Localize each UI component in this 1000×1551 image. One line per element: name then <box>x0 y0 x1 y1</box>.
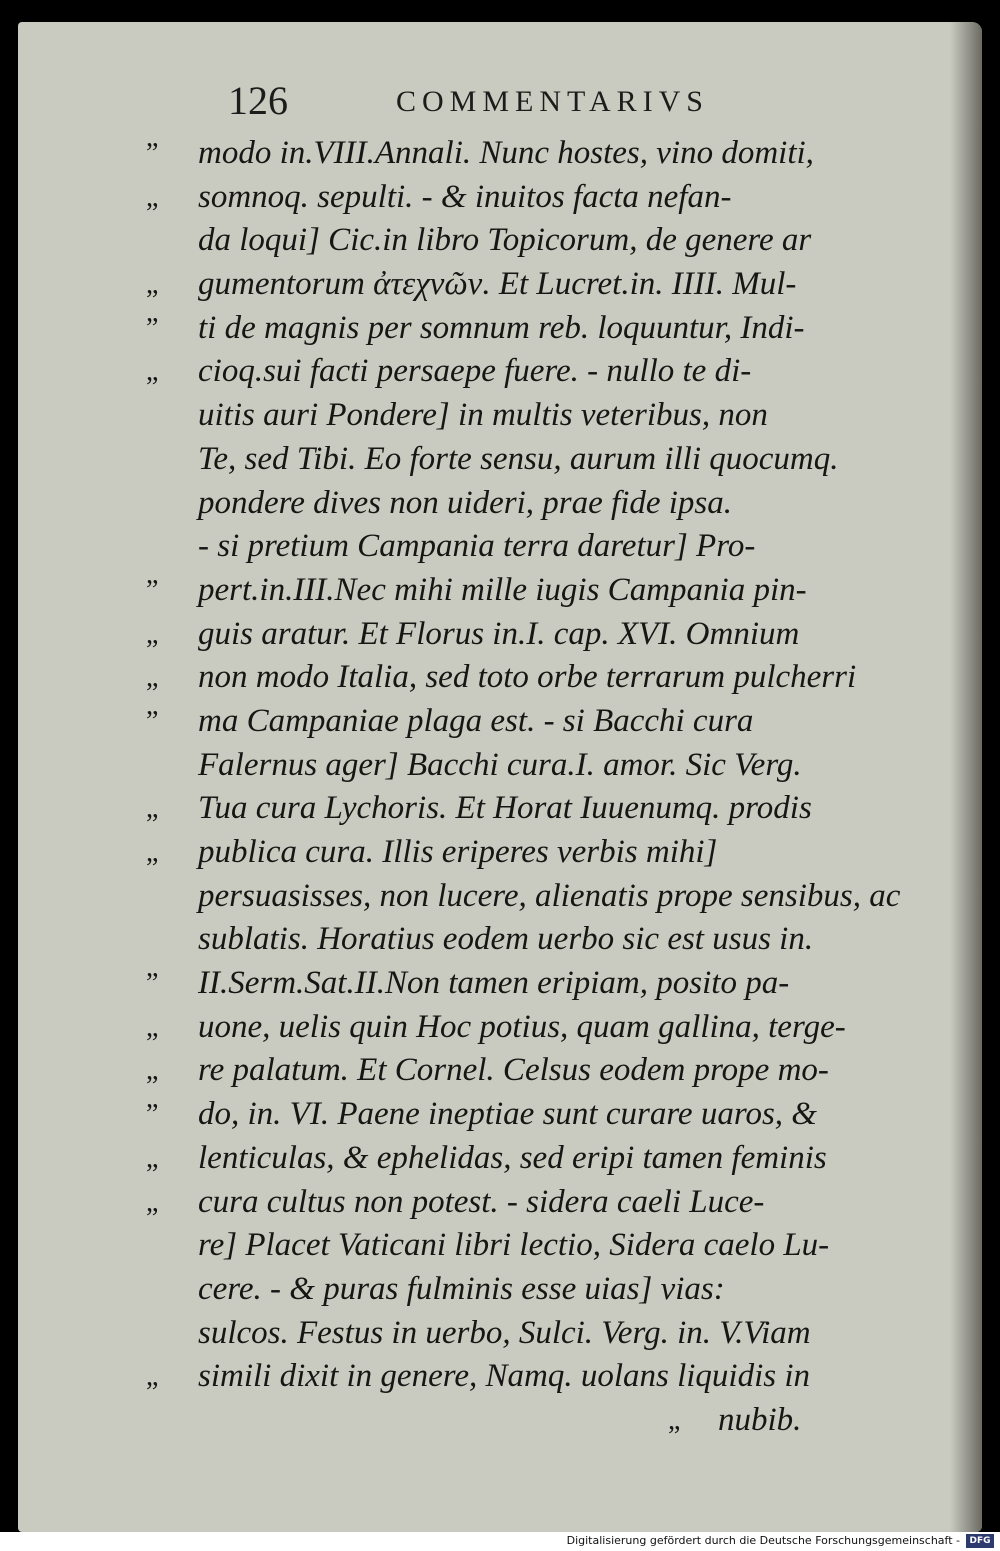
line-text: Tua cura Lychoris. Et Horat Iuuenumq. prodis <box>198 790 812 827</box>
line-text: cioq.sui facti persaepe fuere. - nullo te di- <box>198 353 752 390</box>
line-text: persuasisses, non lucere, alienatis prope sensibus, ac <box>198 877 901 914</box>
text-line <box>198 875 938 919</box>
quotation-mark: ” <box>146 312 159 344</box>
text-line <box>198 744 938 788</box>
quotation-mark: „ <box>146 1361 159 1393</box>
line-text: Falernus ager] Bacchi cura.I. amor. Sic Verg. <box>198 746 802 783</box>
digitization-footer <box>0 1532 1000 1551</box>
quotation-mark: „ <box>146 1186 159 1218</box>
text-line <box>146 1006 938 1050</box>
body-text <box>146 132 938 1443</box>
quotation-mark: „ <box>146 1142 159 1174</box>
line-text: da loqui] Cic.in libro Topicorum, de genere ar <box>198 222 812 259</box>
text-line <box>146 1093 938 1137</box>
line-text: re palatum. Et Cornel. Celsus eodem prope mo- <box>198 1052 829 1089</box>
line-text: cere. - & puras fulminis esse uias] vias: <box>198 1270 725 1307</box>
line-text: uone, uelis quin Hoc potius, quam gallina, terge- <box>198 1008 846 1045</box>
text-line <box>198 918 938 962</box>
text-line <box>198 525 938 569</box>
text-line <box>146 350 938 394</box>
quotation-mark: „ <box>146 181 159 213</box>
text-line <box>146 1355 938 1399</box>
line-text: somnoq. sepulti. - & inuitos facta nefan- <box>198 178 732 215</box>
quotation-mark: „ <box>146 356 159 388</box>
text-line <box>146 307 938 351</box>
text-line <box>198 438 938 482</box>
quotation-mark: „ <box>668 1404 681 1436</box>
text-line <box>146 263 938 307</box>
quotation-mark: „ <box>146 1055 159 1087</box>
text-line <box>146 569 938 613</box>
line-text: sublatis. Horatius eodem uerbo sic est usus in. <box>198 921 814 958</box>
quotation-mark: „ <box>146 618 159 650</box>
text-line <box>146 831 938 875</box>
text-line <box>198 1399 938 1443</box>
text-line <box>146 132 938 176</box>
page-number: 126 <box>228 78 288 123</box>
quotation-mark: „ <box>146 837 159 868</box>
line-text: uitis auri Pondere] in multis veteribus, non <box>198 397 768 434</box>
quotation-mark: „ <box>146 662 159 694</box>
line-text: pert.in.III.Nec mihi mille iugis Campania pin- <box>198 571 807 608</box>
line-text: guis aratur. Et Florus in.I. cap. XVI. Omnium <box>198 615 800 652</box>
text-line <box>146 1137 938 1181</box>
quotation-mark: ” <box>146 138 159 169</box>
text-line <box>146 787 938 831</box>
text-line <box>146 1049 938 1093</box>
line-text: re] Placet Vaticani libri lectio, Sidera caelo Lu- <box>198 1227 830 1264</box>
page-header <box>228 77 788 125</box>
text-line <box>198 394 938 438</box>
text-line <box>146 700 938 744</box>
quotation-mark: ” <box>146 705 159 737</box>
text-line <box>146 656 938 700</box>
line-text: modo in.VIII.Annali. Nunc hostes, vino domiti, <box>198 135 814 171</box>
text-line <box>146 962 938 1006</box>
quotation-mark: „ <box>146 269 159 301</box>
line-text: publica cura. Illis eriperes verbis mihi] <box>198 834 718 870</box>
footer-credit: Digitalisierung gefördert durch die Deutsche Forschungsgemeinschaft - <box>566 1534 960 1547</box>
text-line <box>146 613 938 657</box>
line-text: pondere dives non uideri, prae fide ipsa. <box>198 484 733 521</box>
dfg-logo: DFG <box>966 1534 994 1548</box>
quotation-mark: ” <box>146 968 159 1000</box>
line-text: cura cultus non potest. - sidera caeli Luce- <box>198 1183 765 1220</box>
quotation-mark: ” <box>146 574 159 606</box>
text-line <box>146 176 938 220</box>
running-head: COMMENTARIVS <box>396 85 709 118</box>
book-page <box>18 22 982 1532</box>
line-text: ma Campaniae plaga est. - si Bacchi cura <box>198 702 754 739</box>
text-line <box>198 1312 938 1356</box>
text-line <box>198 219 938 263</box>
quotation-mark: ” <box>146 1099 159 1131</box>
quotation-mark: „ <box>146 1011 159 1043</box>
line-text: nubib. <box>718 1401 802 1438</box>
line-text: lenticulas, & ephelidas, sed eripi tamen feminis <box>198 1139 827 1176</box>
quotation-mark: „ <box>146 793 159 825</box>
line-text: do, in. VI. Paene ineptiae sunt curare uaros, & <box>198 1096 817 1133</box>
line-text: - si pretium Campania terra daretur] Pro- <box>198 528 756 565</box>
page-edge-shadow <box>950 22 982 1532</box>
text-line <box>146 1181 938 1225</box>
text-line <box>198 482 938 526</box>
line-text: gumentorum ἀτεχνῶν. Et Lucret.in. IIII. Mul- <box>198 266 797 303</box>
line-text: simili dixit in genere, Namq. uolans liquidis in <box>198 1358 811 1395</box>
line-text: non modo Italia, sed toto orbe terrarum pulcherri <box>198 659 857 696</box>
line-text: sulcos. Festus in uerbo, Sulci. Verg. in. V.Viam <box>198 1314 811 1351</box>
line-text: Te, sed Tibi. Eo forte sensu, aurum illi quocumq. <box>198 440 839 477</box>
text-line <box>198 1268 938 1312</box>
line-text: II.Serm.Sat.II.Non tamen eripiam, posito pa- <box>198 965 790 1002</box>
text-line <box>198 1224 938 1268</box>
line-text: ti de magnis per somnum reb. loquuntur, Indi- <box>198 309 805 346</box>
